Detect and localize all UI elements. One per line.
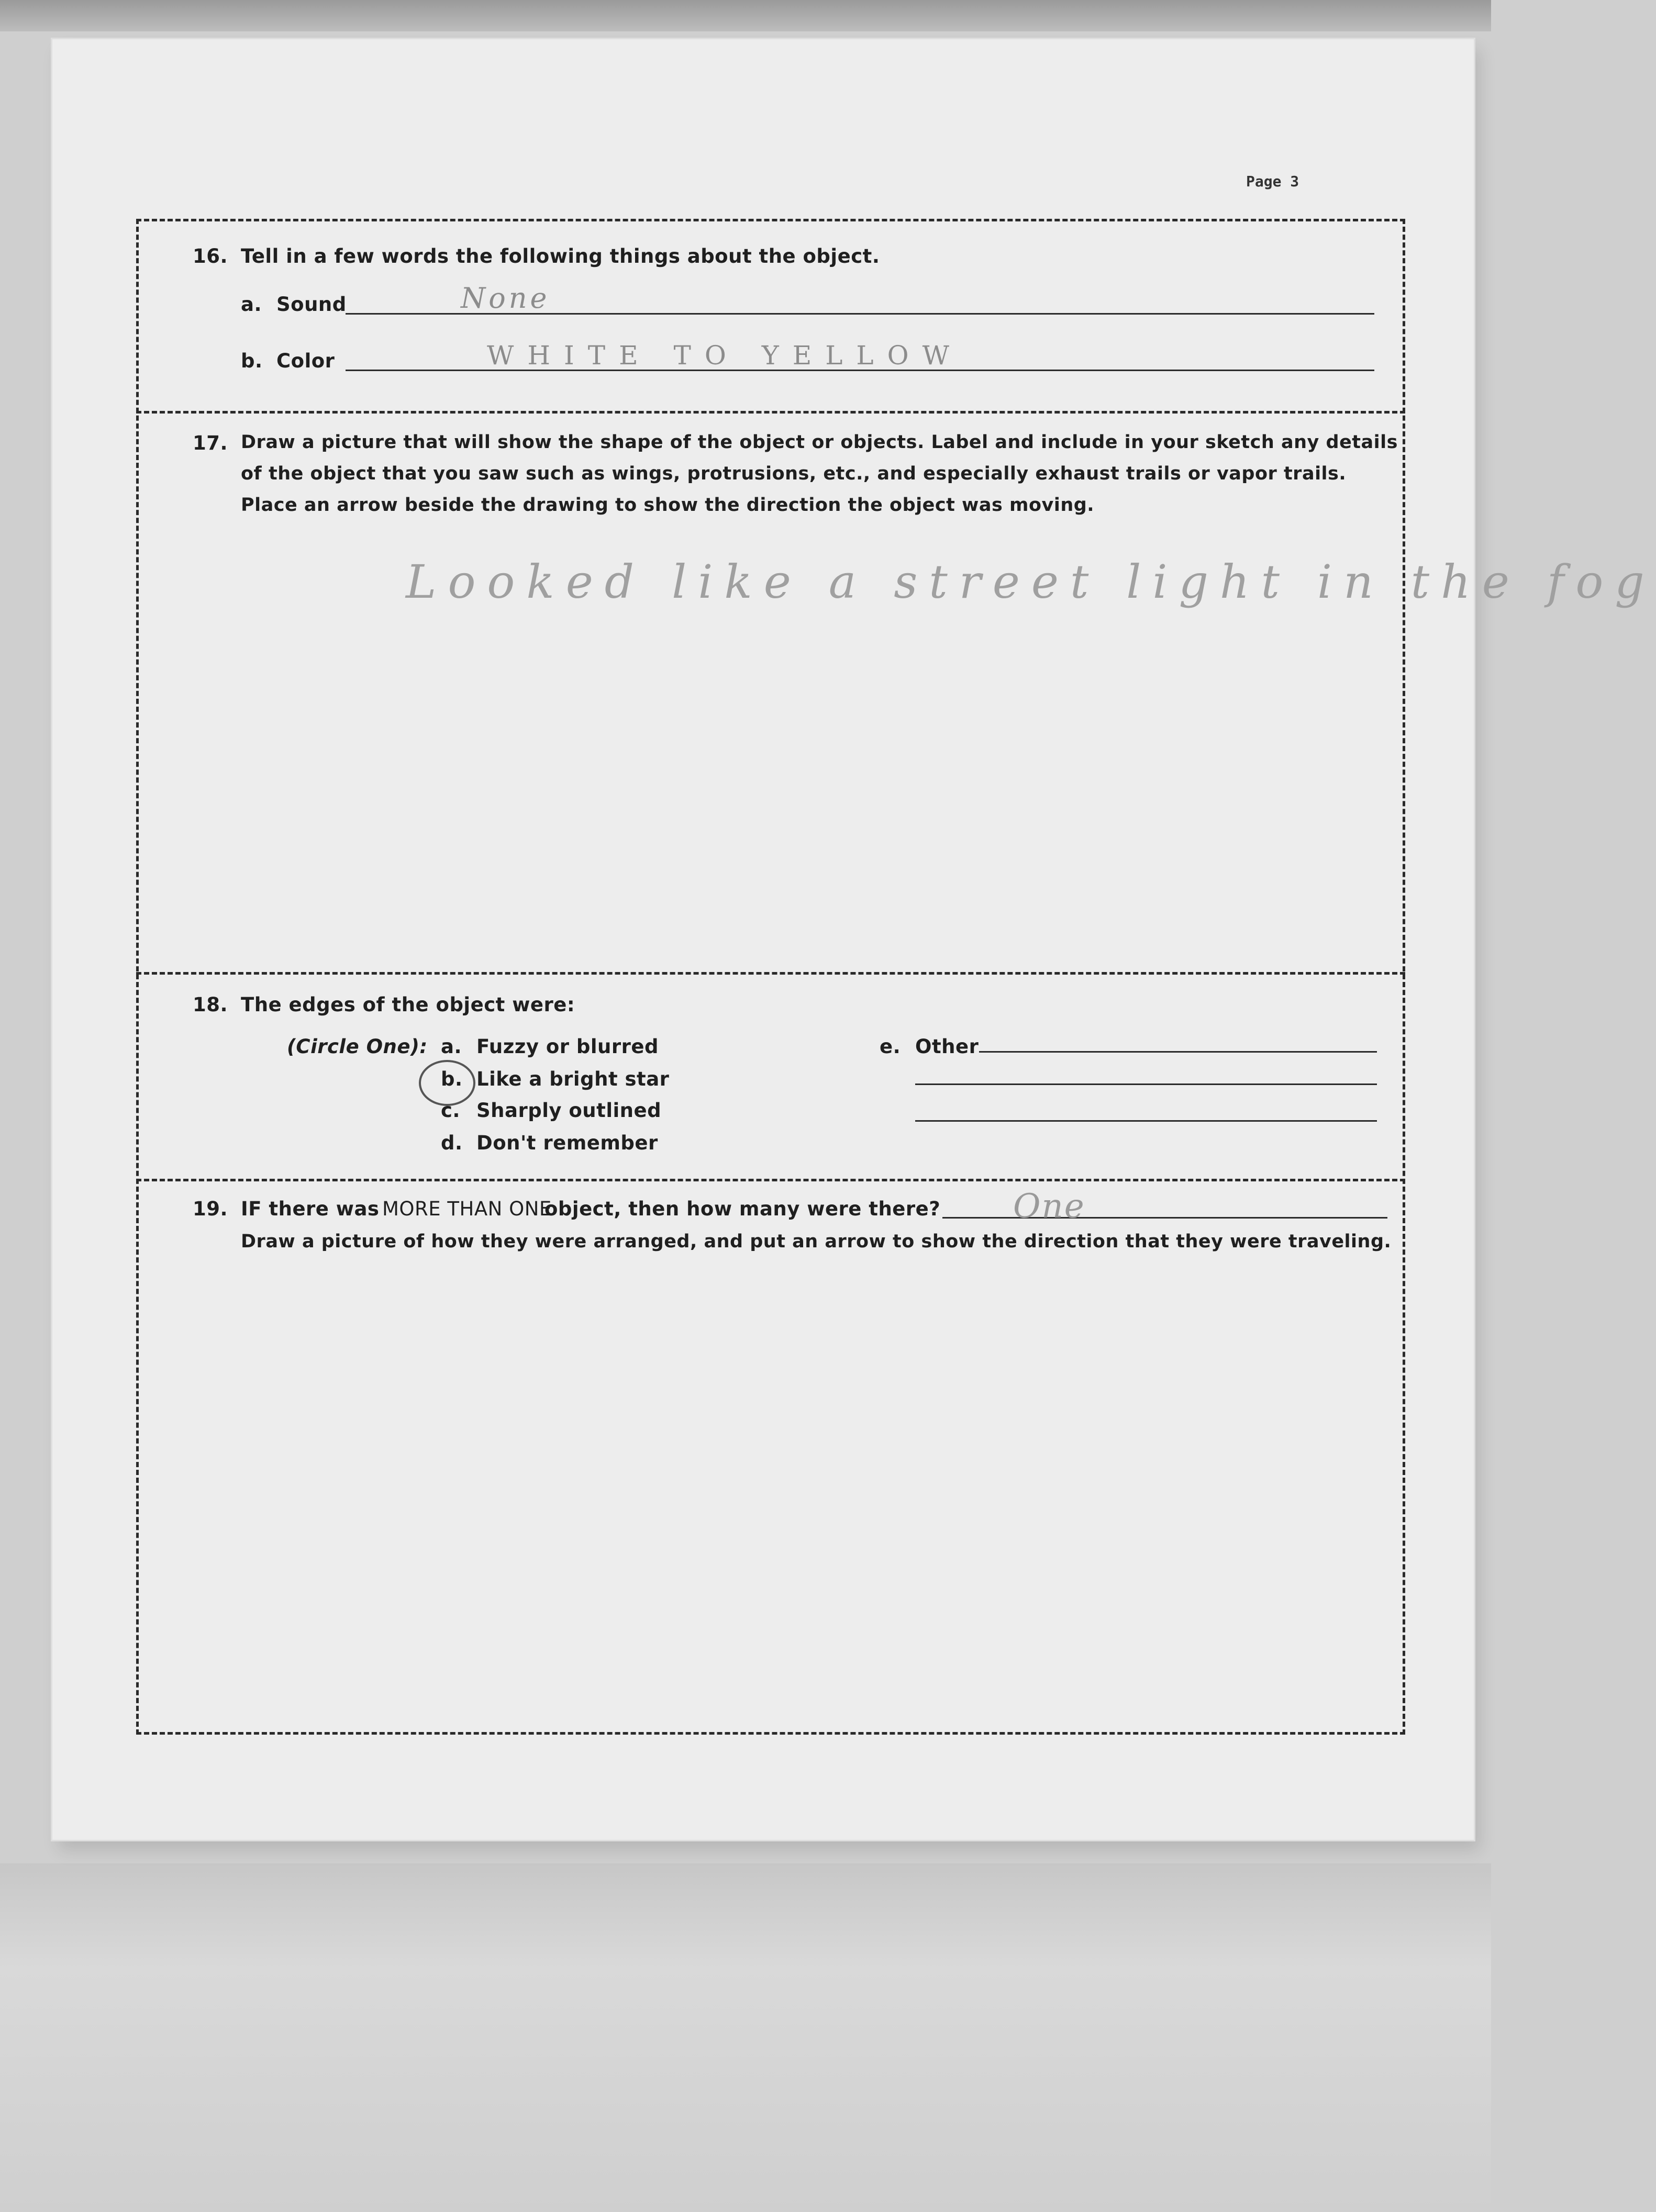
q18-option-c-text: Sharply outlined bbox=[476, 1099, 662, 1122]
count-answer-line bbox=[942, 1217, 1387, 1219]
q18-option-a-label: a. bbox=[441, 1035, 462, 1058]
q18-option-b-label: b. bbox=[441, 1068, 463, 1090]
other-answer-line-2 bbox=[915, 1083, 1377, 1085]
q18-option-c-label: c. bbox=[441, 1099, 460, 1122]
scan-top-edge bbox=[0, 0, 1491, 31]
q16-number: 16. bbox=[193, 245, 228, 267]
q19-line1-prefix: IF there was bbox=[241, 1198, 380, 1220]
q18-option-d-text: Don't remember bbox=[476, 1132, 658, 1154]
q19-line1-emphasis: MORE THAN ONE bbox=[382, 1198, 552, 1220]
scan-background bbox=[0, 1863, 1491, 2212]
color-handwritten-answer: WHITE TO YELLOW bbox=[487, 340, 963, 371]
sound-handwritten-answer: None bbox=[461, 282, 550, 315]
q19-line1-suffix: object, then how many were there? bbox=[544, 1198, 941, 1220]
q18-instruction: (Circle One): bbox=[287, 1035, 428, 1058]
q17-number: 17. bbox=[193, 432, 228, 454]
q18-option-a-text: Fuzzy or blurred bbox=[476, 1035, 659, 1058]
other-answer-line-3 bbox=[915, 1120, 1377, 1122]
q19-number: 19. bbox=[193, 1198, 228, 1220]
q16-text: Tell in a few words the following things about the object. bbox=[241, 245, 880, 267]
divider-q17-q18 bbox=[136, 972, 1405, 975]
q16b-field-label: Color bbox=[276, 350, 335, 372]
q17-line3: Place an arrow beside the drawing to show the direction the object was moving. bbox=[241, 495, 1095, 516]
divider-q18-q19 bbox=[136, 1179, 1405, 1181]
q19-handwritten-count: One bbox=[1013, 1187, 1085, 1226]
q17-line2: of the object that you saw such as wings, protrusions, etc., and especially exhaust trails or vapor trails. bbox=[241, 463, 1347, 484]
q19-line2: Draw a picture of how they were arranged, and put an arrow to show the direction that they were traveling. bbox=[241, 1231, 1392, 1252]
q17-handwritten-description: Looked like a street light in the fog bbox=[406, 555, 1656, 609]
q16a-field-label: Sound bbox=[276, 293, 347, 316]
divider-q16-q17 bbox=[136, 411, 1405, 414]
q17-line1: Draw a picture that will show the shape of the object or objects. Label and include in your sketch any details bbox=[241, 432, 1398, 453]
q18-text: The edges of the object were: bbox=[241, 993, 575, 1016]
other-answer-line-1 bbox=[979, 1051, 1377, 1053]
q18-option-e-label: e. bbox=[880, 1035, 901, 1058]
q18-option-d-label: d. bbox=[441, 1132, 463, 1154]
q16b-label: b. bbox=[241, 350, 263, 372]
page-number: Page 3 bbox=[1246, 173, 1299, 190]
q16a-label: a. bbox=[241, 293, 262, 316]
q18-option-b-text: Like a bright star bbox=[476, 1068, 670, 1090]
q18-number: 18. bbox=[193, 993, 228, 1016]
q18-option-e-text: Other bbox=[915, 1035, 979, 1058]
